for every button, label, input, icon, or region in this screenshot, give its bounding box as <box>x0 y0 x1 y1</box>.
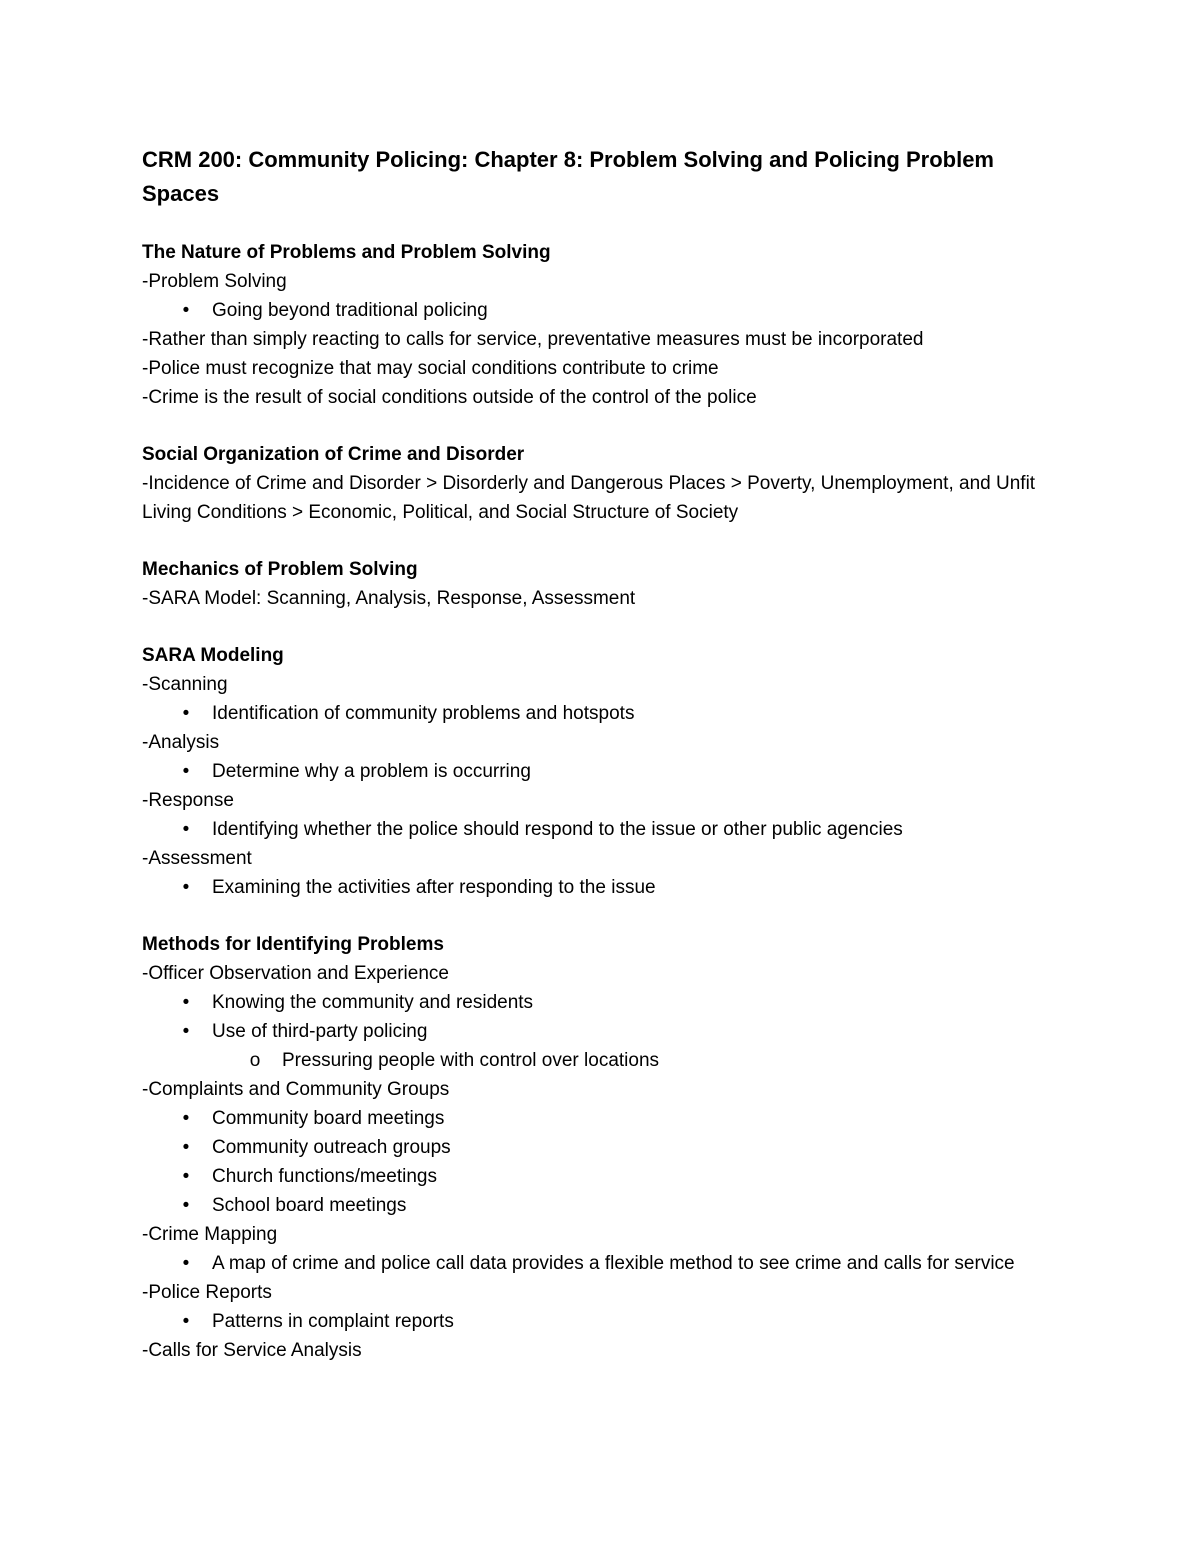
bullet-text: Patterns in complaint reports <box>212 1311 454 1332</box>
spacer <box>142 412 1067 440</box>
bullet-text: Identifying whether the police should respond to the issue or other public agencies <box>212 819 903 840</box>
document-title: CRM 200: Community Policing: Chapter 8: Problem Solving and Policing Problem Spaces <box>142 147 994 206</box>
sub-bullet-item <box>142 1046 1067 1075</box>
list-item: -Rather than simply reacting to calls for service, preventative measures must be incorporated <box>142 329 924 350</box>
section-heading: The Nature of Problems and Problem Solving <box>142 242 551 263</box>
bullet-item <box>142 1162 1067 1191</box>
bullet-item <box>142 988 1067 1017</box>
list-item: -Complaints and Community Groups <box>142 1079 450 1100</box>
list-item: -Calls for Service Analysis <box>142 1340 362 1361</box>
list-item: -Police must recognize that may social conditions contribute to crime <box>142 358 719 379</box>
section-heading: Mechanics of Problem Solving <box>142 559 418 580</box>
bullet-text: Examining the activities after responding to the issue <box>212 877 656 898</box>
section-social-organization <box>142 440 1067 527</box>
bullet-item <box>142 1191 1067 1220</box>
section-sara-modeling <box>142 641 1067 902</box>
list-item: -Officer Observation and Experience <box>142 963 449 984</box>
section-methods-identifying <box>142 930 1067 1365</box>
list-item: -Incidence of Crime and Disorder > Disorderly and Dangerous Places > Poverty, Unemployment, and Unfit Living Conditions > Economic, Political, and Social Structure of Society <box>142 473 1036 523</box>
bullet-icon: • <box>182 819 190 840</box>
section-heading: Social Organization of Crime and Disorder <box>142 444 525 465</box>
bullet-icon: • <box>182 1253 190 1274</box>
section-heading: SARA Modeling <box>142 645 284 666</box>
bullet-text: A map of crime and police call data provides a flexible method to see crime and calls for service <box>212 1253 1015 1274</box>
bullet-text: School board meetings <box>212 1195 407 1216</box>
bullet-text: Church functions/meetings <box>212 1166 437 1187</box>
list-item: -Analysis <box>142 732 220 753</box>
bullet-item <box>142 1133 1067 1162</box>
bullet-icon: • <box>182 703 190 724</box>
bullet-text: Community board meetings <box>212 1108 445 1129</box>
bullet-icon: • <box>182 1021 190 1042</box>
section-heading: Methods for Identifying Problems <box>142 934 444 955</box>
bullet-text: Determine why a problem is occurring <box>212 761 531 782</box>
document-body <box>142 143 1067 1365</box>
bullet-item <box>142 815 1067 844</box>
bullet-text: Use of third-party policing <box>212 1021 428 1042</box>
sub-bullet-text: Pressuring people with control over locations <box>282 1050 660 1071</box>
spacer <box>142 613 1067 641</box>
section-nature-of-problems <box>142 238 1067 412</box>
bullet-text: Identification of community problems and hotspots <box>212 703 635 724</box>
bullet-item <box>142 296 1067 325</box>
list-item: -SARA Model: Scanning, Analysis, Response, Assessment <box>142 588 636 609</box>
bullet-item <box>142 699 1067 728</box>
bullet-icon: • <box>182 1166 190 1187</box>
bullet-item <box>142 1249 1067 1278</box>
bullet-icon: • <box>182 992 190 1013</box>
bullet-icon: • <box>182 877 190 898</box>
list-item: -Scanning <box>142 674 228 695</box>
list-item: -Problem Solving <box>142 271 287 292</box>
bullet-icon: • <box>182 1108 190 1129</box>
bullet-icon: • <box>182 761 190 782</box>
list-item: -Crime Mapping <box>142 1224 278 1245</box>
bullet-icon: • <box>182 300 190 321</box>
spacer <box>142 902 1067 930</box>
bullet-text: Community outreach groups <box>212 1137 451 1158</box>
bullet-text: Going beyond traditional policing <box>212 300 488 321</box>
list-item: -Crime is the result of social conditions outside of the control of the police <box>142 387 757 408</box>
bullet-item <box>142 1104 1067 1133</box>
bullet-item <box>142 1017 1067 1046</box>
bullet-item <box>142 1307 1067 1336</box>
list-item: -Assessment <box>142 848 252 869</box>
bullet-icon: • <box>182 1311 190 1332</box>
list-item: -Response <box>142 790 234 811</box>
bullet-icon: • <box>182 1195 190 1216</box>
list-item: -Police Reports <box>142 1282 272 1303</box>
bullet-item <box>142 873 1067 902</box>
bullet-icon: • <box>182 1137 190 1158</box>
section-mechanics <box>142 555 1067 613</box>
sub-bullet-icon: o <box>249 1050 261 1071</box>
spacer <box>142 527 1067 555</box>
bullet-item <box>142 757 1067 786</box>
bullet-text: Knowing the community and residents <box>212 992 534 1013</box>
